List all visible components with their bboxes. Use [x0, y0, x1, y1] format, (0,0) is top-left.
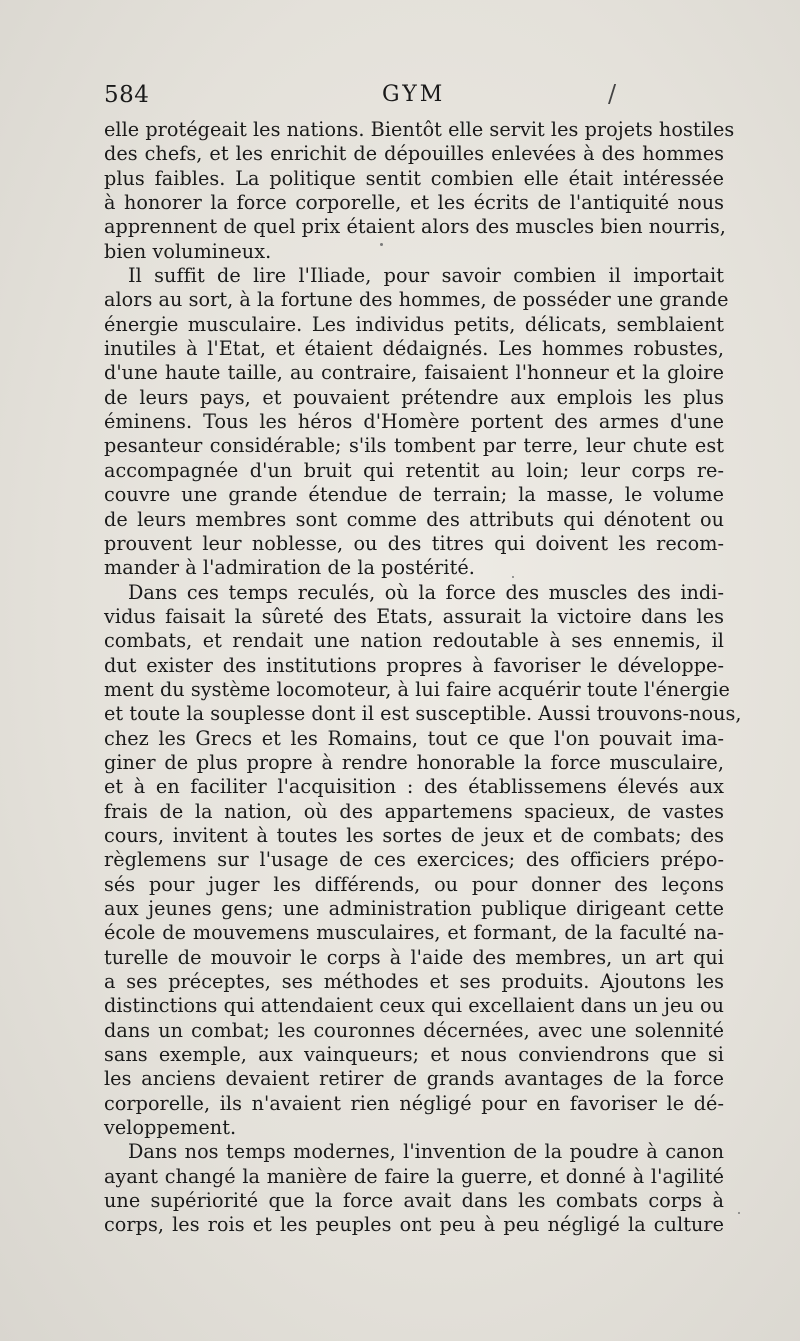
text-line: veloppement.	[104, 1116, 237, 1140]
paragraph-start-line: Dans nos temps modernes, l'invention de la poudre à canon	[128, 1140, 724, 1164]
text-line: ayant changé la manière de faire la guerre, et donné à l'agilité	[104, 1164, 724, 1188]
text-line: d'une haute taille, au contraire, faisaient l'honneur et la gloire	[104, 361, 724, 385]
text-line: combats, et rendait une nation redoutable à ses ennemis, il	[104, 629, 724, 653]
paragraph-start-line: Dans ces temps reculés, où la force des muscles des indi-	[128, 580, 724, 604]
text-line: sans exemple, aux vainqueurs; et nous conviendrons que si	[104, 1043, 724, 1067]
text-line: les anciens devaient retirer de grands avantages de la force	[104, 1067, 724, 1091]
text-line: dut exister des institutions propres à favoriser le développe-	[104, 653, 724, 677]
text-line: plus faibles. La politique sentit combien elle était intéressée	[104, 166, 724, 190]
text-line: aux jeunes gens; une administration publique dirigeant cette	[104, 897, 724, 920]
text-line: une supériorité que la force avait dans les combats corps à	[104, 1189, 724, 1213]
text-line: de leurs membres sont comme des attributs qui dénotent ou	[104, 507, 724, 531]
text-line: des chefs, et les enrichit de dépouilles enlevées à des hommes	[104, 142, 724, 166]
text-line: couvre une grande étendue de terrain; la masse, le volume	[104, 483, 724, 507]
ink-speck	[738, 1212, 740, 1214]
text-line: mander à l'admiration de la postérité.	[104, 556, 475, 580]
text-line: accompagnée d'un bruit qui retentit au loin; leur corps re-	[104, 458, 724, 482]
text-line: éminens. Tous les héros d'Homère portent des armes d'une	[104, 410, 724, 434]
body-text	[104, 118, 742, 1238]
text-line: a ses préceptes, ses méthodes et ses produits. Ajoutons les	[104, 970, 724, 994]
text-line: dans un combat; les couronnes décernées, avec une solennité	[104, 1018, 724, 1042]
page-number: 584	[104, 82, 150, 108]
text-line: à honorer la force corporelle, et les écrits de l'antiquité nous	[104, 191, 724, 215]
text-line: giner de plus propre à rendre honorable la force musculaire,	[104, 750, 724, 774]
text-line: et toute la souplesse dont il est susceptible. Aussi trouvons-nous,	[104, 702, 742, 726]
text-line: apprennent de quel prix étaient alors des muscles bien nourris,	[104, 215, 726, 239]
text-line: école de mouvemens musculaires, et formant, de la faculté na-	[104, 921, 724, 945]
pencil-mark: /	[608, 80, 617, 108]
text-line: de leurs pays, et pouvaient prétendre aux emplois les plus	[104, 385, 724, 409]
text-line: inutiles à l'Etat, et étaient dédaignés. Les hommes robustes,	[104, 337, 724, 361]
running-head: GYM	[382, 82, 446, 107]
text-line: ment du système locomoteur, à lui faire acquérir toute l'énergie	[104, 677, 730, 701]
text-line: alors au sort, à la fortune des hommes, de posséder une grande	[104, 288, 729, 312]
text-line: pesanteur considérable; s'ils tombent par terre, leur chute est	[104, 434, 724, 458]
text-line: elle protégeait les nations. Bientôt elle servit les projets hostiles	[104, 118, 735, 141]
page-header	[104, 82, 724, 116]
text-line: règlemens sur l'usage de ces exercices; des officiers prépo-	[104, 848, 724, 872]
paragraph-start-line: Il suffit de lire l'Iliade, pour savoir combien il importait	[128, 264, 724, 288]
text-line: corporelle, ils n'avaient rien négligé pour en favoriser le dé-	[104, 1091, 724, 1115]
text-line: frais de la nation, où des appartemens spacieux, de vastes	[104, 799, 724, 823]
ink-speck	[512, 576, 514, 578]
text-line: chez les Grecs et les Romains, tout ce que l'on pouvait ima-	[104, 726, 724, 750]
text-line: turelle de mouvoir le corps à l'aide des membres, un art qui	[104, 945, 724, 969]
text-line: bien volumineux.	[104, 239, 272, 263]
text-line: prouvent leur noblesse, ou des titres qui doivent les recom-	[104, 531, 724, 555]
text-line: sés pour juger les différends, ou pour donner des leçons	[104, 872, 724, 896]
text-line: vidus faisait la sûreté des Etats, assurait la victoire dans les	[104, 604, 724, 628]
text-line: et à en faciliter l'acquisition : des établissemens élevés aux	[104, 775, 724, 799]
ink-speck	[380, 243, 383, 246]
text-line: corps, les rois et les peuples ont peu à peu négligé la culture	[104, 1213, 724, 1237]
text-line: distinctions qui attendaient ceux qui excellaient dans un jeu ou	[104, 994, 724, 1018]
text-line: cours, invitent à toutes les sortes de jeux et de combats; des	[104, 823, 724, 847]
text-line: énergie musculaire. Les individus petits, délicats, semblaient	[104, 312, 724, 336]
